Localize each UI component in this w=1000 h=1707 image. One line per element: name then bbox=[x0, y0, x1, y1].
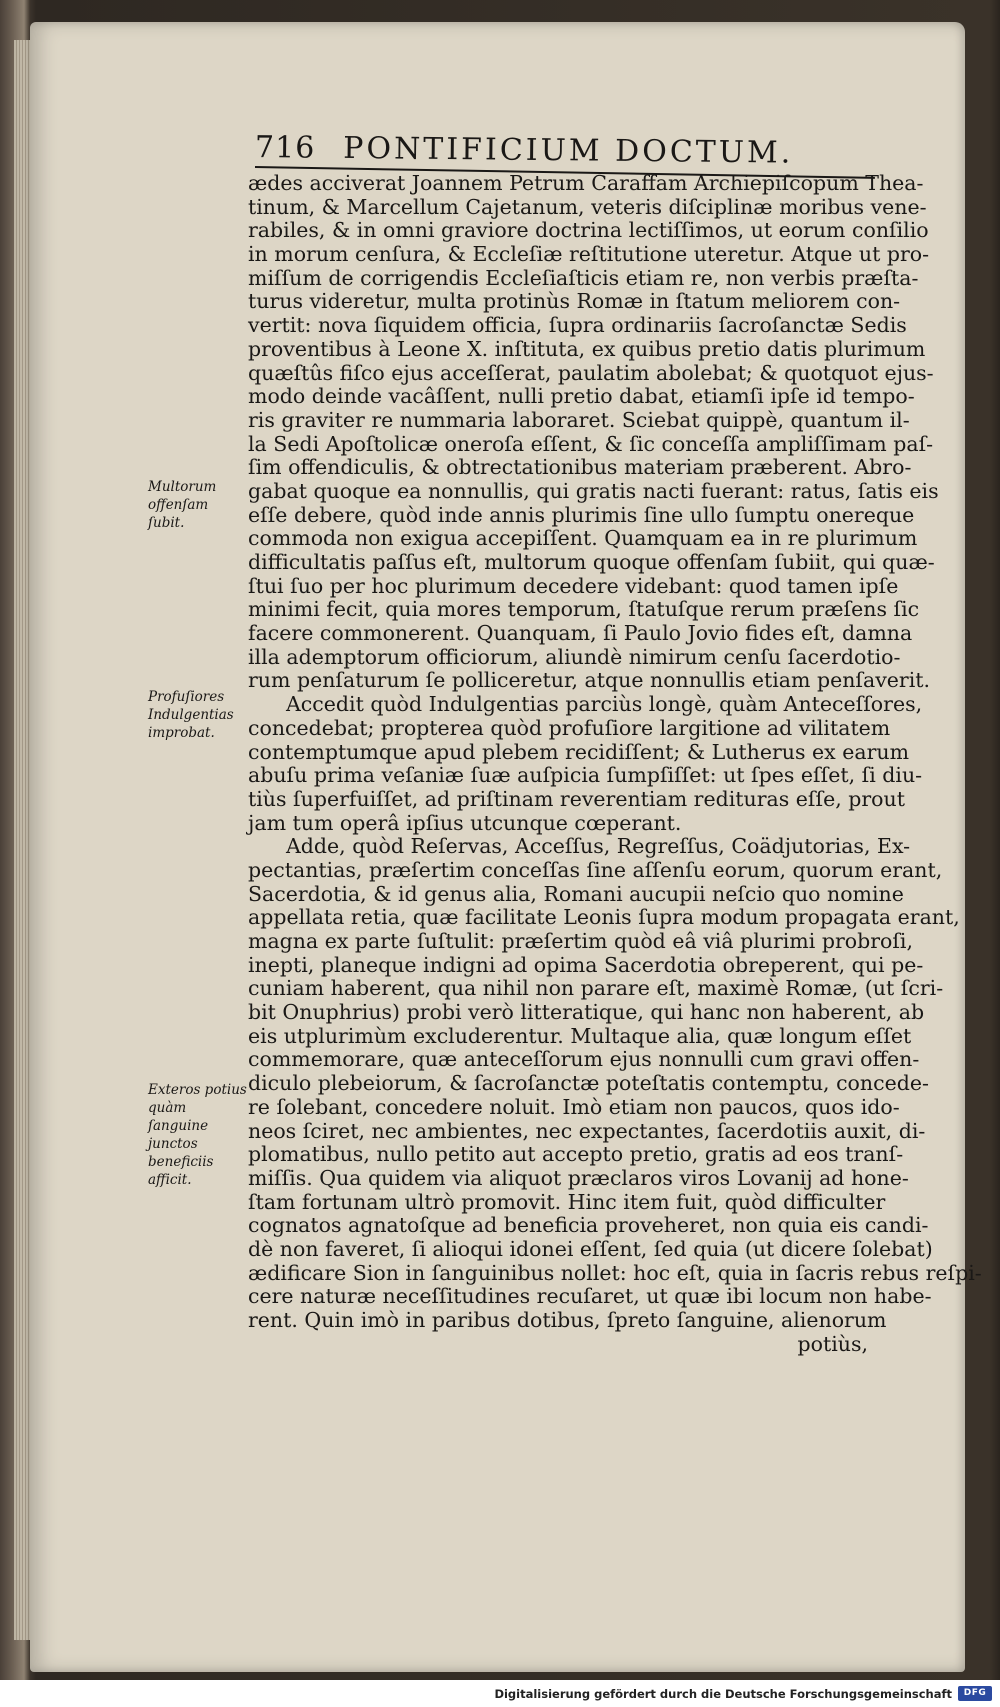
text-line: facere commonerent. Quanquam, ſi Paulo Jovio fides eſt, damna bbox=[248, 621, 913, 646]
text-line: tiùs ſuperfuiſſet, ad priſtinam reverentiam redituras eſſe, prout bbox=[248, 786, 905, 811]
margin-note-indulgentias: Profuſiores Indulgentias improbat. bbox=[148, 689, 234, 741]
funding-credit: Digitalisierung gefördert durch die Deutsche Forschungsgemeinschaft bbox=[494, 1687, 952, 1701]
text-line: diculo plebeiorum, & ſacroſanctæ poteſtatis contemptu, concede- bbox=[248, 1071, 929, 1096]
text-line: ſtam fortunam ultrò promovit. Hinc item fuit, quòd difficulter bbox=[248, 1189, 886, 1214]
text-line: cere naturæ neceſſitudines recuſaret, ut quæ ibi locum non habe- bbox=[248, 1284, 932, 1309]
text-line: minimi fecit, quia mores temporum, ſtatuſque rerum præſens ſic bbox=[248, 597, 920, 622]
text-line: difficultatis paſſus eſt, multorum quoque offenſam ſubiit, qui quæ- bbox=[248, 550, 935, 574]
text-line: dè non faveret, ſi alioqui idonei eſſent, ſed quia (ut dicere ſolebat) bbox=[248, 1236, 933, 1261]
text-line: jam tum operâ ipſius utcunque cœperant. bbox=[248, 810, 682, 835]
text-line: eis utplurimùm excluderentur. Multaque alia, quæ longum eſſet bbox=[248, 1023, 912, 1048]
text-line: appellata retia, quæ facilitate Leonis ſupra modum propagata erant, bbox=[248, 905, 960, 930]
text-line: potiùs, bbox=[797, 1331, 868, 1356]
text-line: modo deinde vacâſſent, nulli pretio dabat, etiamſi ipſe id tempo- bbox=[248, 384, 915, 409]
text-line: Sacerdotia, & id genus alia, Romani aucupii neſcio quo nomine bbox=[248, 881, 904, 906]
text-line: in morum cenſura, & Eccleſiæ reſtitutione uteretur. Atque ut pro- bbox=[248, 242, 930, 267]
text-line: pectantias, præſertim conceſſas ſine aſſenſu eorum, quorum erant, bbox=[248, 857, 943, 882]
text-line: ſtui ſuo per hoc plurimum decedere videbant: quod tamen ipſe bbox=[248, 573, 899, 598]
text-line: la Sedi Apoſtolicæ oneroſa eſſent, & ſic conceſſa ampliſſimam paſ- bbox=[248, 431, 934, 456]
text-line: rent. Quin imò in paribus dotibus, ſpreto ſanguine, alienorum bbox=[248, 1308, 887, 1332]
text-line: rabiles, & in omni graviore doctrina lectiſſimos, ut eorum conſilio bbox=[248, 218, 929, 243]
text-line: commoda non exigua accepiſſent. Quamquam ea in re plurimum bbox=[248, 526, 918, 551]
text-line: bit Onuphrius) probi verò litteratique, qui hanc non haberent, ab bbox=[248, 1000, 925, 1025]
text-line: ædificare Sion in ſanguinibus nollet: hoc eſt, quia in ſacris rebus reſpi- bbox=[248, 1260, 982, 1285]
text-line: cuniam haberent, qua nihil non parare eſt, maximè Romæ, (ut ſcri- bbox=[248, 976, 944, 1001]
page-edges bbox=[14, 40, 30, 1640]
text-line: turus videretur, multa protinùs Romæ in ſtatum meliorem con- bbox=[248, 289, 901, 314]
text-line: ſim offendiculis, & obtrectationibus materiam præberent. Abro- bbox=[248, 455, 912, 480]
digitization-footer bbox=[0, 1680, 1000, 1707]
text-line: rum penſaturum ſe polliceretur, atque nonnullis etiam penſaverit. bbox=[248, 668, 931, 693]
text-line: concedebat; propterea quòd profuſiore largitione ad vilitatem bbox=[248, 715, 891, 740]
text-line: ædes acciverat Joannem Petrum Caraffam Archiepiſcopum Thea- bbox=[248, 171, 924, 195]
text-line: contemptumque apud plebem recidiſſent; & Lutherus ex earum bbox=[248, 739, 910, 764]
text-line: plomatibus, nullo petito aut accepto pretio, gratis ad eos tranſ- bbox=[248, 1142, 904, 1167]
text-line: cognatos agnatoſque ad beneficia proveheret, non quia eis candi- bbox=[248, 1213, 929, 1238]
text-line: inepti, planeque indigni ad opima Sacerdotia obreperent, qui pe- bbox=[248, 952, 924, 977]
text-line: tinum, & Marcellum Cajetanum, veteris diſciplinæ moribus vene- bbox=[248, 194, 927, 219]
text-line: Accedit quòd Indulgentias parciùs longè, quàm Anteceſſores, bbox=[286, 692, 923, 717]
text-line: commemorare, quæ anteceſſorum ejus nonnulli cum gravi offen- bbox=[248, 1047, 920, 1072]
running-head bbox=[255, 130, 875, 171]
text-line: re ſolebant, concedere noluit. Imò etiam non paucos, quos ido- bbox=[248, 1094, 900, 1119]
text-line: magna ex parte ſuſtulit: præſertim quòd eâ viâ plurimi probroſi, bbox=[248, 929, 914, 953]
margin-note-multorum: Multorum offenſam ſubit. bbox=[148, 479, 217, 531]
page-number: 716 bbox=[254, 130, 316, 166]
page-title: PONTIFICIUM DOCTUM. bbox=[343, 130, 794, 171]
text-line: proventibus à Leone X. inſtituta, ex quibus pretio datis plurimum bbox=[248, 336, 926, 361]
text-line: abuſu prima veſaniæ ſuæ auſpicia ſumpſiſſet: ut ſpes eſſet, ſi diu- bbox=[248, 763, 923, 788]
dfg-logo: DFG bbox=[958, 1686, 992, 1701]
text-line: vertit: nova ſiquidem officia, ſupra ordinariis ſacroſanctæ Sedis bbox=[248, 313, 907, 338]
body-text bbox=[248, 171, 982, 1356]
margin-note-exteros: Exteros potius quàm ſanguine junctos beneficiis afficit. bbox=[148, 1082, 247, 1188]
text-line: gabat quoque ea nonnullis, qui gratis nacti fuerant: ratus, ſatis eis bbox=[248, 478, 939, 503]
text-line: miſſum de corrigendis Eccleſiaſticis etiam re, non verbis præſta- bbox=[248, 265, 919, 290]
text-line: illa ademptorum officiorum, aliundè nimirum cenſu ſacerdotio- bbox=[248, 644, 901, 669]
text-line: ris graviter re nummaria laboraret. Sciebat quippè, quantum il- bbox=[248, 407, 910, 432]
text-line: Adde, quòd Reſervas, Acceſſus, Regreſſus, Coädjutorias, Ex- bbox=[286, 834, 911, 859]
text-line: neos ſciret, nec ambientes, nec expectantes, ſacerdotiis auxit, di- bbox=[248, 1118, 926, 1143]
text-line: quæſtûs fiſco ejus acceſſerat, paulatim abolebat; & quotquot ejus- bbox=[248, 360, 934, 385]
text-line: eſſe debere, quòd inde annis plurimis ſine ullo ſumptu onereque bbox=[248, 502, 915, 527]
text-line: miſſis. Qua quidem via aliquot præclaros viros Lovanij ad hone- bbox=[248, 1165, 909, 1190]
